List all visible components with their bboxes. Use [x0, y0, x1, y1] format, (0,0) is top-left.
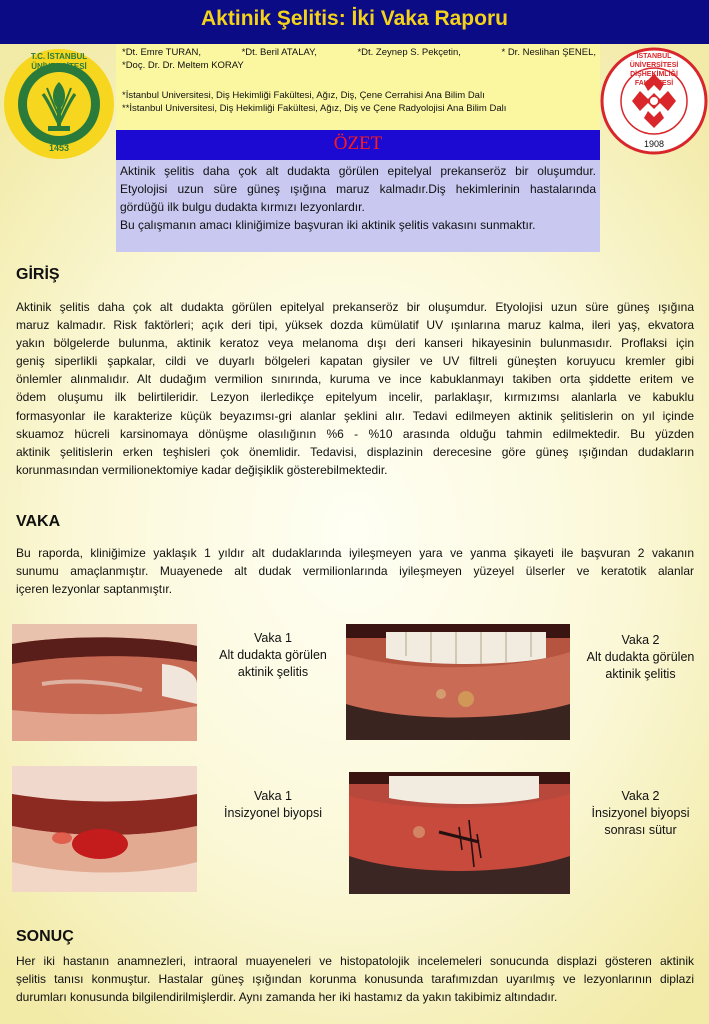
giris-paragraph [16, 298, 694, 479]
logo-right-year: 1908 [643, 139, 665, 149]
giris-line: yakın bölgelerde bulunma, aktinik keratoz veya melanoma dışı deri kanseri hikayesinin bulunmasıdır. Proflaksi için [16, 336, 694, 351]
caption-line: Vaka 1 [254, 789, 292, 803]
caption-line: aktinik şelitis [605, 667, 676, 681]
sonuc-line: durumları konusunda bilgilendirilmişlerdir. Aynı zamanda her iki hastamız da yakın takibimiz altındadır. [16, 990, 558, 1005]
caption-line: Vaka 2 [621, 789, 660, 803]
giris-line: geniş siperlikli şapkalar, cildi ve duyarlı bölgeleri kapatan giysiler ve UV filtreli güneşten koruyucu kremler gibi [16, 354, 694, 369]
ozet-line: Aktinik şelitis daha çok alt dudakta görülen epitelyal prekanseröz bir oluşumdur. [120, 164, 596, 178]
caption-line: Alt dudakta görülen [219, 648, 327, 662]
ozet-heading: ÖZET [333, 133, 383, 154]
affiliation-1: *İstanbul Universitesi, Diş Hekimliği Fakültesi, Ağız, Diş, Çene Cerrahisi Ana Bilim Dalı [122, 90, 485, 101]
logo-right-text: İSTANBUL ÜNİVERSİTESİ DİŞHEKİMLİĞİ FAKÜLTESİ [629, 53, 679, 87]
ozet-line: Bu çalışmanın amacı kliniğimize başvuran iki aktinik şelitis vakasını sunmaktır. [120, 218, 536, 232]
dentistry-faculty-logo [600, 44, 708, 158]
giris-line: maruz kalmadır. Risk faktörleri; açık deri tipi, yüksek dozda kümülatif UV ışınlarına maruz kalma, ileri yaş, ekvatora [16, 318, 694, 333]
ozet-line: gördüğü ilk bulgu dudakta kırmızı lezyonlardır. [120, 200, 365, 214]
figure-caption [198, 788, 348, 822]
case2-lesion-photo [346, 624, 570, 740]
caption-line: aktinik şelitis [237, 665, 309, 679]
vaka-line: Bu raporda, kliniğimize yaklaşık 1 yıldır alt dudaklarında iyileşmeyen yara ve yanma şikayeti ile başvuran 2 vakanın [16, 546, 694, 560]
vaka-line: içeren lezyonlar saptanmıştır. [16, 582, 173, 597]
author-line-1 [122, 46, 596, 59]
author-name: *Dt. Beril ATALAY, [241, 47, 317, 58]
ozet-box [116, 160, 600, 252]
giris-line: ödem oluşumu ilk belirtileridir. Lezyon ilerledikçe epitelyum incelir, parlaklaşır, kırmızımsı alanlarla ve kabuklu [16, 390, 694, 405]
caption-line: Vaka 2 [621, 633, 660, 647]
giris-line: önlemler alınmalıdır. Alt dudağım vermilion sınırında, kuruma ve ince kabuklanmayı takiben orta şiddette eritem ve [16, 372, 694, 387]
case1-lesion-photo [12, 624, 197, 741]
figure-caption [572, 632, 709, 683]
giris-line: aktinik şelitislerin erken teşhisleri çok önemlidir. Tedavisi, displazinin derecesine göre güneş ışığından dudakların [16, 444, 694, 459]
sonuc-line: şelitis tanısı konmuştur. Hastalar güneş ışığından korunma konusunda tarafımızdan uyarılmış ve lezyonlarının diplazi [16, 972, 694, 987]
logo-left-text: T.C. İSTANBUL ÜNİVERSİTESİ [30, 52, 88, 71]
ozet-line: Etyolojisi uzun süre güneş ışığına maruz kalmadır.Diş hekimlerinin hastalarında [120, 182, 596, 196]
author-name: *Dt. Zeynep S. Pekçetin, [357, 47, 461, 58]
poster-title: Aktinik Şelitis: İki Vaka Raporu [201, 7, 508, 30]
istanbul-university-logo [2, 44, 116, 162]
logo-left-year: 1453 [48, 143, 70, 153]
caption-line: sonrası sütur [604, 823, 677, 837]
authors-box [116, 44, 600, 130]
caption-line: İnsizyonel biyopsi [591, 806, 690, 820]
sonuc-heading: SONUÇ [16, 928, 74, 945]
author-name: *Dt. Emre TURAN, [122, 47, 202, 58]
author-name: * Dr. Neslihan ŞENEL, [501, 47, 596, 58]
vaka-heading: VAKA [16, 513, 61, 530]
case1-biopsy-photo [12, 766, 197, 892]
figure-caption [572, 788, 709, 839]
author-line-2: *Doç. Dr. Dr. Meltem KORAY [122, 60, 244, 71]
caption-line: İnsizyonel biyopsi [224, 806, 322, 820]
giris-line: formasyonlar ile karakterize küçük beyazımsı-gri alanlar şeklini alır. Tedavi edilmeyen aktinik şelitislerin on yıl içinde [16, 408, 694, 423]
sonuc-line: Her iki hastanın anamnezleri, intraoral muayeneleri ve histopatolojik incelemeleri sonucunda displazi gösteren aktinik [16, 954, 694, 968]
figure-caption [198, 630, 348, 681]
sonuc-paragraph [16, 952, 694, 1006]
affiliation-2: **İstanbul Universitesi, Diş Hekimliği Fakültesi, Ağız, Diş ve Çene Radyolojisi Ana Bilim Dalı [122, 103, 507, 114]
vaka-paragraph [16, 544, 694, 598]
giris-heading: GİRİŞ [16, 266, 60, 283]
case2-suture-photo [349, 772, 570, 894]
caption-line: Vaka 1 [254, 631, 292, 645]
giris-line: korunmasından vermilionektomiye kadar değişiklik gösterebilmektedir. [16, 462, 388, 477]
giris-line: Aktinik şelitis daha çok alt dudakta görülen epitelyal prekanseröz bir oluşumdur. Etyolojisi uzun süre güneş ışığına [16, 300, 694, 314]
vaka-line: sunumu amaçlanmıştır. Muayenede alt dudak vermilionlarında iyileşmeyen yüzeyel ülserler ve keratotik alanlar [16, 564, 694, 579]
giris-line: skuamoz hücreli karsinomaya dönüşme olasılığının %6 - %10 arasında olduğu tahmin edilmektedir. Bu yüzden [16, 426, 694, 441]
caption-line: Alt dudakta görülen [586, 650, 695, 664]
